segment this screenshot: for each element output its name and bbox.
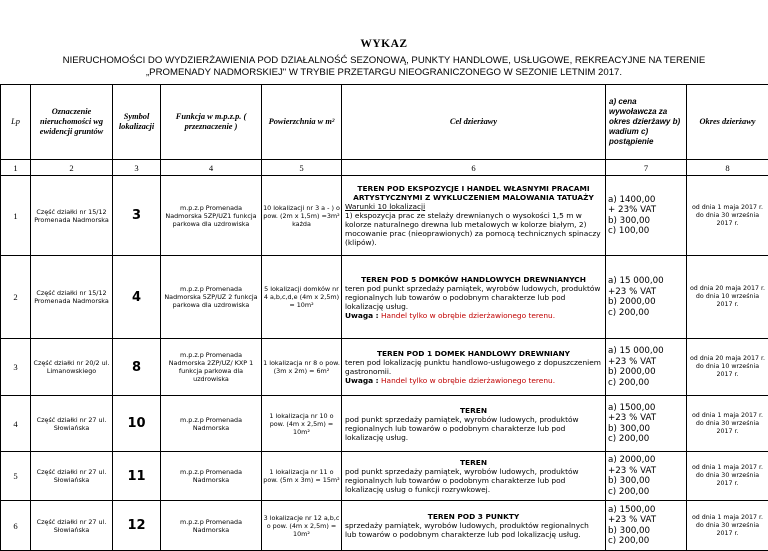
cel-heading: TEREN POD EKSPOZYCJE I HANDEL WŁASNYMI PRACAMI ARTYSTYCZNYMI Z WYKLUCZENIEM MALOWANIA TATUAŻY xyxy=(345,184,602,202)
row-funkcja: m.p.z.p Promenada Nadmorska xyxy=(161,396,262,452)
cel-warning-label: Uwaga : xyxy=(345,376,379,385)
cena-wywolawcza: a) 1500,00 xyxy=(608,505,685,516)
cena-wywolawcza: a) 2000,00 xyxy=(608,455,685,466)
table-row xyxy=(1,256,768,339)
lease-table xyxy=(0,84,768,551)
cena-vat: +23 % VAT xyxy=(608,413,685,424)
postapienie: c) 100,00 xyxy=(608,226,685,237)
row-oznaczenie: Część działki nr 15/12 Promenada Nadmorska xyxy=(31,176,113,256)
cel-warning: Handel tylko w obrębie dzierżawionego terenu. xyxy=(381,376,555,385)
row-cena xyxy=(606,396,687,452)
row-okres: od dnia 1 maja 2017 r. do dnia 30 września 2017 r. xyxy=(687,501,768,551)
header-cena: a) cena wywoławcza za okres dzierżawy b) wadium c) postąpienie xyxy=(606,85,687,160)
row-oznaczenie: Część działki nr 15/12 Promenada Nadmorska xyxy=(31,256,113,339)
postapienie: c) 200,00 xyxy=(608,434,685,445)
table-row xyxy=(1,176,768,256)
column-number: 6 xyxy=(342,160,606,176)
header-lp: Lp xyxy=(1,85,31,160)
cel-warning-label: Uwaga : xyxy=(345,311,379,320)
cel-text: teren pod lokalizację punktu handlowo-usługowego z dopuszczeniem gastronomii. xyxy=(345,358,601,376)
cel-text: 1) ekspozycja prac ze stelaży drewnianych o wysokości 1,5 m w kolorze naturalnego drewna lub metalowych w kolorze białym, 2) mocowanie prac (nieoprawionych) za pomocą technicznych spinaczy (klipów). xyxy=(345,211,601,247)
cel-heading: TEREN xyxy=(345,406,602,415)
column-number-row xyxy=(1,160,768,176)
row-oznaczenie: Część działki nr 20/2 ul. Limanowskiego xyxy=(31,339,113,396)
cena-wywolawcza: a) 1500,00 xyxy=(608,403,685,414)
column-number: 4 xyxy=(161,160,262,176)
wadium: b) 300,00 xyxy=(608,216,685,227)
header-okres: Okres dzierżawy xyxy=(687,85,768,160)
row-powierzchnia: 10 lokalizacji nr 3 a - ) o pow. (2m x 1,5m) =3m² każda xyxy=(262,176,342,256)
header-row xyxy=(1,85,768,160)
row-powierzchnia: 3 lokalizacje nr 12 a,b,c o pow. (4m x 2,5m) = 10m² xyxy=(262,501,342,551)
wadium: b) 2000,00 xyxy=(608,367,685,378)
row-funkcja: m.p.z.p Promenada Nadmorska 2ZP/UZ/ KXP 1 funkcja parkowa dla uzdrowiska xyxy=(161,339,262,396)
row-powierzchnia: 1 lokalizacja nr 10 o pow. (4m x 2,5m) = 10m² xyxy=(262,396,342,452)
wadium: b) 300,00 xyxy=(608,476,685,487)
wadium: b) 300,00 xyxy=(608,424,685,435)
row-okres: od dnia 20 maja 2017 r. do dnia 10 września 2017 r. xyxy=(687,339,768,396)
cena-wywolawcza: a) 15 000,00 xyxy=(608,346,685,357)
row-symbol: 8 xyxy=(113,339,161,396)
row-lp: 2 xyxy=(1,256,31,339)
cel-text: pod punkt sprzedaży pamiątek, wyrobów ludowych, produktów regionalnych lub towarów o podobnym charakterze lub pod lokalizację usług o funkcji rozrywkowej. xyxy=(345,467,579,494)
row-cena xyxy=(606,452,687,501)
column-number: 5 xyxy=(262,160,342,176)
cena-vat: +23 % VAT xyxy=(608,515,685,526)
table-row xyxy=(1,339,768,396)
postapienie: c) 200,00 xyxy=(608,308,685,319)
row-oznaczenie: Część działki nr 27 ul. Słowiańska xyxy=(31,501,113,551)
column-number: 8 xyxy=(687,160,768,176)
cena-wywolawcza: a) 1400,00 xyxy=(608,195,685,206)
cena-vat: +23 % VAT xyxy=(608,287,685,298)
table-row xyxy=(1,452,768,501)
row-cel xyxy=(342,176,606,256)
row-okres: od dnia 20 maja 2017 r. do dnia 10 września 2017 r. xyxy=(687,256,768,339)
row-powierzchnia: 5 lokalizacji domków nr 4 a,b,c,d,e (4m x 2,5m) = 10m² xyxy=(262,256,342,339)
wadium: b) 2000,00 xyxy=(608,297,685,308)
row-lp: 6 xyxy=(1,501,31,551)
row-powierzchnia: 1 lokalizacja nr 8 o pow. (3m x 2m) = 6m² xyxy=(262,339,342,396)
document-title: WYKAZ xyxy=(0,38,768,50)
cel-heading: TEREN POD 5 DOMKÓW HANDLOWYCH DREWNIANYCH xyxy=(345,275,602,284)
row-cena xyxy=(606,256,687,339)
row-funkcja: m.p.z.p Promenada Nadmorska xyxy=(161,501,262,551)
header-oznaczenie: Oznaczenie nieruchomości wg ewidencji gruntów xyxy=(31,85,113,160)
row-oznaczenie: Część działki nr 27 ul. Słowiańska xyxy=(31,396,113,452)
row-lp: 1 xyxy=(1,176,31,256)
table-row xyxy=(1,501,768,551)
row-okres: od dnia 1 maja 2017 r. do dnia 30 września 2017 r. xyxy=(687,452,768,501)
row-cena xyxy=(606,501,687,551)
cel-warning: Handel tylko w obrębie dzierżawionego terenu. xyxy=(381,311,555,320)
row-lp: 3 xyxy=(1,339,31,396)
row-cel xyxy=(342,501,606,551)
header-powierzchnia: Powierzchnia w m² xyxy=(262,85,342,160)
cel-text: sprzedaży pamiątek, wyrobów ludowych, produktów regionalnych lub towarów o podobnym charakterze lub pod lokalizację usług. xyxy=(345,521,589,539)
row-oznaczenie: Część działki nr 27 ul. Słowiańska xyxy=(31,452,113,501)
row-symbol: 12 xyxy=(113,501,161,551)
cena-vat: +23 % VAT xyxy=(608,466,685,477)
row-funkcja: m.p.z.p Promenada Nadmorska xyxy=(161,452,262,501)
row-cel xyxy=(342,256,606,339)
cel-heading: TEREN POD 3 PUNKTY xyxy=(345,512,602,521)
row-symbol: 3 xyxy=(113,176,161,256)
row-cel xyxy=(342,452,606,501)
row-okres: od dnia 1 maja 2017 r. do dnia 30 września 2017 r. xyxy=(687,176,768,256)
header-symbol: Symbol lokalizacji xyxy=(113,85,161,160)
row-cel xyxy=(342,396,606,452)
postapienie: c) 200,00 xyxy=(608,536,685,547)
row-lp: 4 xyxy=(1,396,31,452)
row-cena xyxy=(606,339,687,396)
table-row xyxy=(1,396,768,452)
cel-text: pod punkt sprzedaży pamiątek, wyrobów ludowych, produktów regionalnych lub towarów o podobnym charakterze lub pod lokalizację usług. xyxy=(345,415,579,442)
column-number: 1 xyxy=(1,160,31,176)
wadium: b) 300,00 xyxy=(608,526,685,537)
row-cena xyxy=(606,176,687,256)
header-funkcja: Funkcja w m.p.z.p. ( przeznaczenie ) xyxy=(161,85,262,160)
cena-wywolawcza: a) 15 000,00 xyxy=(608,276,685,287)
row-funkcja: m.p.z.p Promenada Nadmorska 5ZP/UZ1 funkcja parkowa dla uzdrowiska xyxy=(161,176,262,256)
row-powierzchnia: 1 lokalizacja nr 11 o pow. (5m x 3m) = 15m² xyxy=(262,452,342,501)
cel-text: teren pod punkt sprzedaży pamiątek, wyrobów ludowych, produktów regionalnych lub towarów o podobnym charakterze lub pod lokalizację usług. xyxy=(345,284,600,311)
cena-vat: + 23% VAT xyxy=(608,205,685,216)
column-number: 2 xyxy=(31,160,113,176)
row-cel xyxy=(342,339,606,396)
header-cel: Cel dzierżawy xyxy=(342,85,606,160)
cel-heading: TEREN POD 1 DOMEK HANDLOWY DREWNIANY xyxy=(345,349,602,358)
cel-heading: TEREN xyxy=(345,458,602,467)
postapienie: c) 200,00 xyxy=(608,378,685,389)
row-symbol: 11 xyxy=(113,452,161,501)
column-number: 7 xyxy=(606,160,687,176)
row-okres: od dnia 1 maja 2017 r. do dnia 30 września 2017 r. xyxy=(687,396,768,452)
row-lp: 5 xyxy=(1,452,31,501)
row-symbol: 10 xyxy=(113,396,161,452)
cena-vat: +23 % VAT xyxy=(608,357,685,368)
cel-conditions: Warunki 10 lokalizacji xyxy=(345,202,425,211)
postapienie: c) 200,00 xyxy=(608,487,685,498)
row-symbol: 4 xyxy=(113,256,161,339)
row-funkcja: m.p.z.p Promenada Nadmorska 5ZP/UZ 2 funkcja parkowa dla uzdrowiska xyxy=(161,256,262,339)
document-subtitle: NIERUCHOMOŚCI DO WYDZIERŻAWIENIA POD DZIAŁALNOŚĆ SEZONOWĄ, PUNKTY HANDLOWE, USŁUGOWE, REKREACYJNE NA TERENIE „PROMENADY NADMORSKIEJ" W TRYBIE PRZETARGU NIEOGRANICZONEGO W SEZONIE LETNIM 2017. xyxy=(30,55,738,79)
column-number: 3 xyxy=(113,160,161,176)
